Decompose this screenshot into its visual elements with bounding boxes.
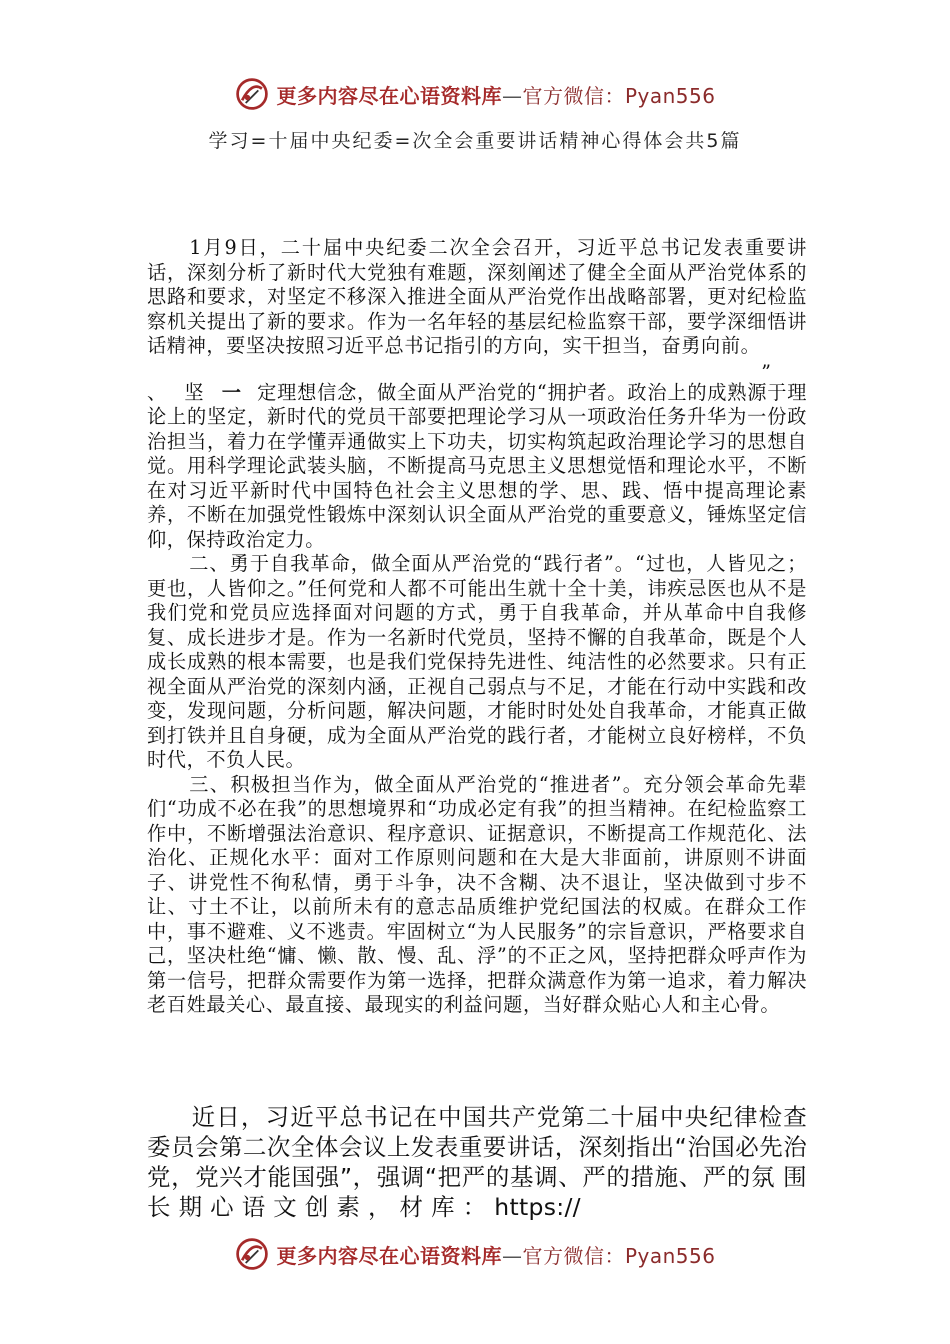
section-1-numeral: 一 [221,380,242,404]
watermark-separator: — [501,1243,523,1268]
watermark-wechat: 官方微信：Pyan556 [522,1243,716,1268]
intro-paragraph: 1月9日，二十届中央纪委二次全会召开，习近平总书记发表重要讲话，深刻分析了新时代大党独有难题，深刻阐述了健全全面从严治党体系的思路和要求，对坚定不移深入推进全面从严治党作出战略部署，更对纪检监察机关提出了新的要求。作为一名年轻的基层纪检监察干部，要学深细悟讲话精神，要坚决按照习近平总书记指引的方向，实干担当，奋勇向前。 [147,236,807,357]
watermark-separator: — [501,83,523,108]
section-3-paragraph: 三、积极担当作为，做全面从严治党的“推进者”。充分领会革命先辈们“功成不必在我”的思想境界和“功成必定有我”的担当精神。在纪检监察工作中，不断增强法治意识、程序意识、证据意识，不断提高工作规范化、法治化、正规化水平：面对工作原则问题和在大是大非面前，讲原则不讲面子、讲党性不徇私情，勇于斗争，决不含糊、决不退让，坚决做到寸步不让、寸土不让，以前所未有的意志品质维护党纪国法的权威。在群众工作中，事不避难、义不逃责。牢固树立“为人民服务”的宗旨意识，严格要求自己，坚决杜绝“慵、懒、散、慢、乱、浮”的不正之风，坚持把群众呼声作为第一信号，把群众需要作为第一选择，把群众满意作为第一追求，着力解决老百姓最关心、最直接、最现实的利益问题，当好群众贴心人和主心骨。 [147,772,807,1016]
brand-logo-icon [234,1236,270,1272]
watermark-text [276,1240,715,1269]
footer-watermark-banner [0,1232,950,1276]
brand-logo-icon [234,76,270,112]
section-1-text: 定理想信念，做全面从严治党的“拥护者。政治上的成熟源于理论上的坚定，新时代的党员干部要把理论学习从一项政治任务升华为一份政治担当，着力在学懂弄通做实上下功夫，切实构筑起政治理论学习的思想自觉。用科学理论武装头脑，不断提高马克思主义思想觉悟和理论水平，不断在对习近平新时代中国特色社会主义思想的学、思、践、悟中提高理论素养，不断在加强党性锻炼中深刻认识全面从严治党的重要意义，锤炼坚定信仰，保持政治定力。 [147,380,808,551]
section-1-lead: 、坚 [147,380,222,404]
header-watermark-banner [0,72,950,116]
closing-paragraph: 近日，习近平总书记在中国共产党第二十届中央纪律检查委员会第二次全体会议上发表重要讲话，深刻指出“治国必先治党，党兴才能国强”，强调“把严的基调、严的措施、严的氛 围 长 期 心 语 文 创 素 ， 材 库 ： https:// [147,1103,807,1221]
watermark-wechat: 官方微信：Pyan556 [522,83,716,108]
stray-quote-mark: ” [761,360,771,383]
watermark-library-name: 更多内容尽在心语资料库 [276,83,502,108]
document-body [147,236,807,1018]
document-title: 学习=十届中央纪委=次全会重要讲话精神心得体会共5篇 [208,130,742,152]
watermark-text [276,80,715,109]
watermark-library-name: 更多内容尽在心语资料库 [276,1243,502,1268]
section-1-paragraph [147,381,807,553]
section-2-paragraph: 二、勇于自我革命，做全面从严治党的“践行者”。“过也，人皆见之；更也，人皆仰之。”任何党和人都不可能出生就十全十美，讳疾忌医也从不是我们党和党员应选择面对问题的方式，勇于自我革命，并从革命中自我修复、成长进步才是。作为一名新时代党员，坚持不懈的自我革命，既是个人成长成熟的根本需要，也是我们党保持先进性、纯洁性的必然要求。只有正视全面从严治党的深刻内涵，正视自己弱点与不足，才能在行动中实践和改变，发现问题，分析问题，解决问题，才能时时处处自我革命，才能真正做到打铁并且自身硬，成为全面从严治党的践行者，才能树立良好榜样，不负时代，不负人民。 [147,552,807,771]
